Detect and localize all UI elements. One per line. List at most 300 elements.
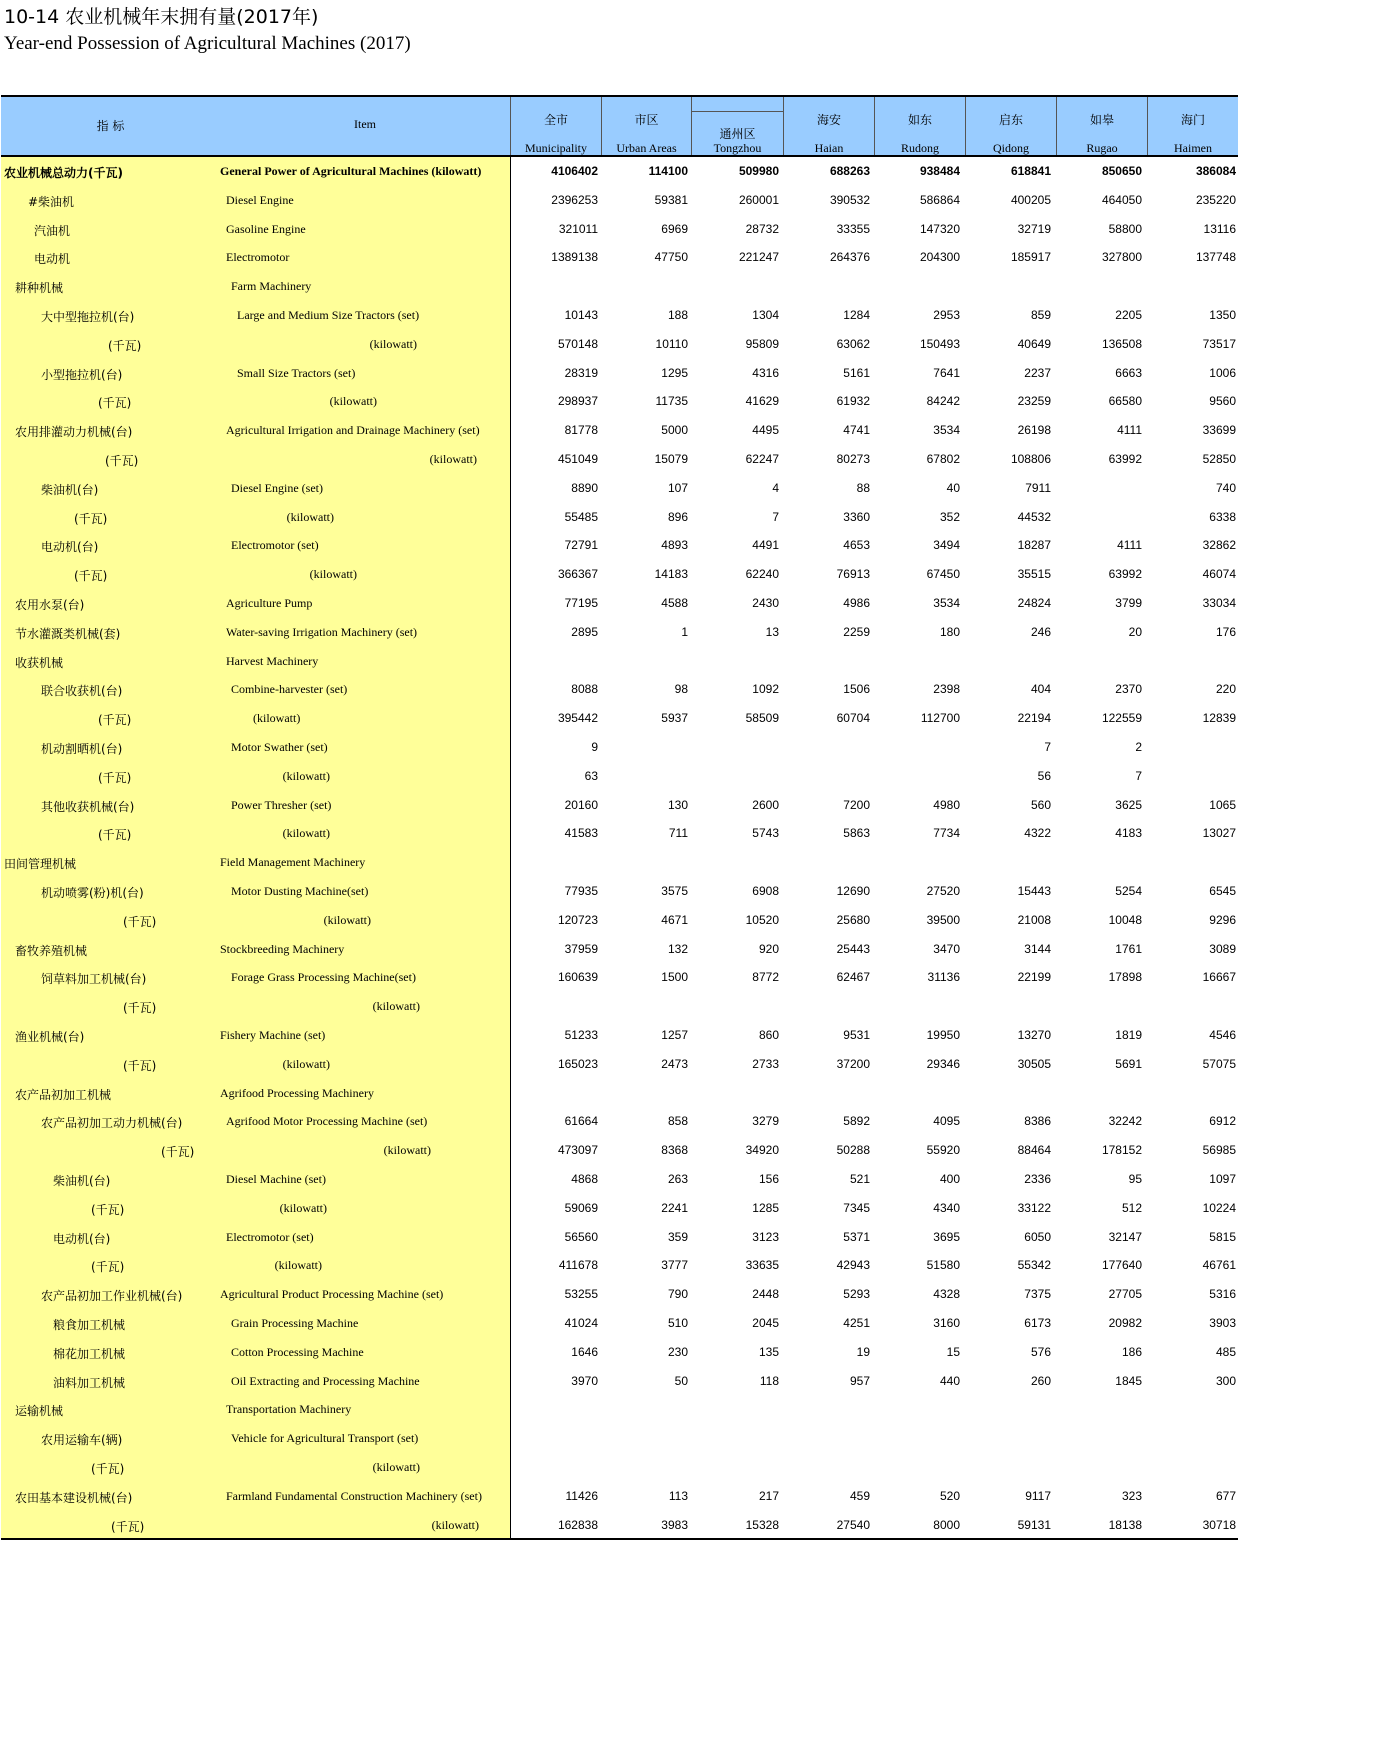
row-label-english: Agricultural Product Processing Machine (set) xyxy=(220,1287,444,1302)
cell-value: 3279 xyxy=(752,1114,779,1129)
cell-value: 8772 xyxy=(752,970,779,985)
cell-value: 147320 xyxy=(919,221,960,236)
table-row xyxy=(1,416,1238,445)
row-label-chinese: 柴油机(台) xyxy=(53,1174,111,1188)
cell-value: 618841 xyxy=(1010,164,1051,178)
cell-value: 404 xyxy=(1030,682,1051,697)
cell-value: 221247 xyxy=(738,250,779,265)
cell-value: 15328 xyxy=(745,1517,779,1532)
cell-value: 53255 xyxy=(564,1287,598,1302)
cell-value: 7734 xyxy=(933,826,960,841)
cell-value: 298937 xyxy=(557,394,598,409)
cell-value: 5254 xyxy=(1115,884,1142,898)
cell-value: 473097 xyxy=(557,1143,598,1158)
table-row xyxy=(1,647,1238,676)
cell-value: 160639 xyxy=(557,970,598,985)
cell-value: 3625 xyxy=(1115,797,1142,812)
row-label-english: (kilowatt) xyxy=(279,1200,327,1215)
row-label-english: Agrifood Motor Processing Machine (set) xyxy=(226,1114,428,1129)
cell-value: 521 xyxy=(849,1172,870,1186)
cell-value: 5161 xyxy=(843,365,870,380)
cell-value: 11735 xyxy=(655,394,688,409)
row-label-english: Electromotor (set) xyxy=(226,1229,314,1244)
row-label-chinese: (千瓦) xyxy=(98,713,132,728)
cell-value: 41629 xyxy=(745,394,779,409)
row-label-chinese: 渔业机械(台) xyxy=(15,1030,85,1044)
cell-value: 8088 xyxy=(571,682,598,697)
table-row xyxy=(1,186,1238,215)
cell-value: 411678 xyxy=(558,1258,598,1273)
table-row xyxy=(1,474,1238,503)
row-label-english: Transportation Machinery xyxy=(226,1402,352,1417)
cell-value: 366367 xyxy=(557,567,598,582)
table-row xyxy=(1,848,1238,877)
cell-value: 13116 xyxy=(1203,221,1236,236)
cell-value: 3494 xyxy=(933,538,960,553)
cell-value: 30718 xyxy=(1202,1517,1236,1532)
cell-value: 4491 xyxy=(752,538,779,553)
cell-value: 23259 xyxy=(1017,394,1051,409)
row-label-english: (kilowatt) xyxy=(323,912,371,927)
cell-value: 10110 xyxy=(655,336,688,351)
table-row xyxy=(1,877,1238,906)
cell-value: 185917 xyxy=(1010,250,1051,265)
header-rudong: 如东 Rudong xyxy=(900,113,939,155)
cell-value: 2259 xyxy=(843,624,870,639)
cell-value: 113 xyxy=(668,1488,688,1503)
row-label-english: Stockbreeding Machinery xyxy=(220,941,345,956)
cell-value: 188 xyxy=(667,308,688,322)
cell-value: 4986 xyxy=(843,596,870,610)
header-rugao: 如皋 Rugao xyxy=(1086,113,1118,155)
cell-value: 33034 xyxy=(1202,596,1236,610)
row-label-english: (kilowatt) xyxy=(282,826,330,841)
cell-value: 688263 xyxy=(829,164,870,178)
cell-value: 3903 xyxy=(1209,1316,1236,1330)
cell-value: 2733 xyxy=(752,1056,779,1071)
row-label-chinese: 饲草料加工机械(台) xyxy=(41,972,147,987)
cell-value: 20 xyxy=(1128,624,1142,639)
row-label-english: (kilowatt) xyxy=(274,1258,322,1273)
cell-value: 132 xyxy=(667,941,688,956)
cell-value: 4868 xyxy=(571,1172,598,1186)
cell-value: 2448 xyxy=(752,1287,779,1302)
cell-value: 56985 xyxy=(1202,1143,1236,1158)
cell-value: 15 xyxy=(946,1344,960,1359)
cell-value: 512 xyxy=(1121,1200,1142,1215)
row-label-english: (kilowatt) xyxy=(383,1143,431,1158)
row-label-chinese: 棉花加工机械 xyxy=(53,1346,126,1361)
cell-value: 59131 xyxy=(1017,1517,1051,1532)
cell-value: 56 xyxy=(1037,768,1051,783)
row-label-chinese: 农业机械总动力(千瓦) xyxy=(4,166,123,180)
cell-value: 76913 xyxy=(836,567,870,582)
cell-value: 7 xyxy=(772,509,779,524)
cell-value: 235220 xyxy=(1195,192,1236,207)
cell-value: 55920 xyxy=(926,1143,960,1158)
row-label-chinese: 柴油机(台) xyxy=(41,482,99,497)
row-label-chinese: (千瓦) xyxy=(98,828,132,843)
cell-value: 98 xyxy=(674,682,688,697)
cell-value: 3470 xyxy=(933,941,960,956)
cell-value: 3799 xyxy=(1115,596,1142,610)
cell-value: 220 xyxy=(1215,682,1236,697)
cell-value: 850650 xyxy=(1101,164,1142,178)
cell-value: 7375 xyxy=(1024,1287,1051,1302)
row-label-english: Oil Extracting and Processing Machine xyxy=(231,1373,420,1388)
cell-value: 440 xyxy=(939,1373,960,1388)
row-label-english: (kilowatt) xyxy=(282,768,330,783)
cell-value: 520 xyxy=(939,1488,960,1503)
row-label-chinese: 电动机(台) xyxy=(53,1231,111,1246)
cell-value: 677 xyxy=(1215,1488,1236,1503)
cell-value: 63992 xyxy=(1108,567,1142,582)
header-municipality: 全市 Municipality xyxy=(525,113,587,155)
cell-value: 22194 xyxy=(1017,711,1051,726)
row-label-english: Gasoline Engine xyxy=(226,221,306,236)
cell-value: 60704 xyxy=(836,711,870,726)
row-label-chinese: 汽油机 xyxy=(34,223,71,238)
cell-value: 112700 xyxy=(920,711,960,726)
cell-value: 5691 xyxy=(1115,1056,1142,1071)
cell-value: 95 xyxy=(1128,1172,1142,1186)
row-label-english: General Power of Agricultural Machines (kilowatt) xyxy=(220,164,482,178)
row-label-chinese: 大中型拖拉机(台) xyxy=(41,310,135,324)
cell-value: 2895 xyxy=(571,624,598,639)
cell-value: 510 xyxy=(667,1316,688,1330)
cell-value: 4316 xyxy=(752,365,779,380)
row-label-chinese: (千瓦) xyxy=(74,511,108,526)
row-label-chinese: 农用水泵(台) xyxy=(15,598,85,612)
cell-value: 81778 xyxy=(564,423,598,438)
cell-value: 1257 xyxy=(661,1028,688,1042)
cell-value: 17898 xyxy=(1108,970,1142,985)
cell-value: 5815 xyxy=(1209,1229,1236,1244)
row-label-english: Small Size Tractors (set) xyxy=(237,365,356,380)
cell-value: 21008 xyxy=(1017,912,1051,927)
row-label-english: Forage Grass Processing Machine(set) xyxy=(231,970,416,985)
row-label-chinese: (千瓦) xyxy=(111,1519,145,1534)
row-label-chinese: 农产品初加工作业机械(台) xyxy=(41,1289,183,1304)
table-row xyxy=(1,387,1238,416)
cell-value: 1065 xyxy=(1209,797,1236,812)
row-label-chinese: 机动割晒机(台) xyxy=(41,742,123,756)
cell-value: 178152 xyxy=(1101,1143,1142,1158)
cell-value: 570148 xyxy=(557,336,598,351)
cell-value: 260001 xyxy=(738,192,779,207)
header-item: Item xyxy=(354,117,376,131)
row-label-english: Water-saving Irrigation Machinery (set) xyxy=(226,624,418,639)
cell-value: 2953 xyxy=(933,308,960,322)
cell-value: 56560 xyxy=(564,1229,598,1244)
cell-value: 1819 xyxy=(1115,1028,1142,1042)
cell-value: 84242 xyxy=(926,394,960,409)
row-label-chinese: 农田基本建设机械(台) xyxy=(15,1490,133,1505)
cell-value: 560 xyxy=(1030,797,1051,812)
cell-value: 3575 xyxy=(661,884,688,898)
row-label-chinese: 节水灌溉类机械(套) xyxy=(15,626,121,641)
table-row xyxy=(1,157,1238,186)
cell-value: 1506 xyxy=(843,682,870,697)
header-indicator: 指 标 xyxy=(96,119,125,133)
cell-value: 3970 xyxy=(571,1373,598,1388)
cell-value: 858 xyxy=(667,1114,688,1129)
cell-value: 1845 xyxy=(1115,1373,1142,1388)
cell-value: 390532 xyxy=(829,192,870,207)
row-label-english: (kilowatt) xyxy=(329,394,377,409)
table-row xyxy=(1,906,1238,935)
cell-value: 711 xyxy=(668,826,688,841)
cell-value: 50 xyxy=(674,1373,688,1388)
header-haimen: 海门 Haimen xyxy=(1174,113,1212,155)
table-row xyxy=(1,330,1238,359)
cell-value: 5892 xyxy=(843,1114,870,1129)
cell-value: 1006 xyxy=(1209,365,1236,380)
row-label-english: Vehicle for Agricultural Transport (set) xyxy=(231,1431,419,1446)
cell-value: 28732 xyxy=(745,221,779,236)
cell-value: 12690 xyxy=(836,884,870,898)
cell-value: 1350 xyxy=(1209,308,1236,322)
cell-value: 176 xyxy=(1215,624,1236,639)
row-label-english: Electromotor (set) xyxy=(231,538,319,553)
cell-value: 107 xyxy=(667,480,688,495)
cell-value: 4495 xyxy=(752,423,779,438)
cell-value: 51580 xyxy=(926,1258,960,1273)
cell-value: 3983 xyxy=(661,1517,688,1532)
cell-value: 32862 xyxy=(1202,538,1236,553)
table-row xyxy=(1,560,1238,589)
table-row xyxy=(1,445,1238,474)
cell-value: 40 xyxy=(946,480,960,495)
cell-value: 77195 xyxy=(564,596,598,610)
row-label-chinese: 运输机械 xyxy=(15,1404,64,1419)
cell-value: 4106402 xyxy=(551,164,598,178)
row-label-chinese: (千瓦) xyxy=(108,338,142,353)
cell-value: 5863 xyxy=(843,826,870,841)
cell-value: 37200 xyxy=(836,1056,870,1071)
cell-value: 204300 xyxy=(919,250,960,265)
cell-value: 4546 xyxy=(1209,1028,1236,1042)
table-row xyxy=(1,1395,1238,1424)
cell-value: 6050 xyxy=(1024,1229,1051,1244)
table-row xyxy=(1,301,1238,330)
cell-value: 263 xyxy=(667,1172,688,1186)
cell-value: 400205 xyxy=(1010,192,1051,207)
cell-value: 186 xyxy=(1121,1344,1142,1359)
row-label-english: (kilowatt) xyxy=(309,567,357,582)
table-row xyxy=(1,1136,1238,1165)
cell-value: 15079 xyxy=(654,452,688,466)
table-row xyxy=(1,1251,1238,1280)
cell-value: 5293 xyxy=(843,1287,870,1302)
cell-value: 9 xyxy=(591,740,598,754)
table-row xyxy=(1,1050,1238,1079)
cell-value: 5371 xyxy=(843,1229,870,1244)
cell-value: 6908 xyxy=(752,884,779,898)
row-label-chinese: 粮食加工机械 xyxy=(53,1318,126,1332)
cell-value: 19 xyxy=(856,1344,870,1359)
cell-value: 260 xyxy=(1030,1373,1051,1388)
cell-value: 217 xyxy=(758,1488,779,1503)
cell-value: 15443 xyxy=(1017,884,1051,898)
cell-value: 2398 xyxy=(933,682,960,697)
row-label-chinese: 田间管理机械 xyxy=(4,857,77,872)
cell-value: 12839 xyxy=(1202,711,1236,726)
cell-value: 6912 xyxy=(1209,1114,1236,1129)
cell-value: 28319 xyxy=(564,365,598,380)
cell-value: 938484 xyxy=(919,164,960,178)
cell-value: 13027 xyxy=(1202,826,1236,841)
row-label-english: (kilowatt) xyxy=(369,336,417,351)
table-row xyxy=(1,1482,1238,1511)
cell-value: 586864 xyxy=(919,192,960,207)
cell-value: 9560 xyxy=(1209,394,1236,409)
table-row xyxy=(1,618,1238,647)
cell-value: 359 xyxy=(667,1229,688,1244)
row-label-chinese: (千瓦) xyxy=(123,914,157,929)
cell-value: 57075 xyxy=(1202,1056,1236,1071)
cell-value: 27520 xyxy=(926,884,960,898)
cell-value: 62467 xyxy=(836,970,870,985)
row-label-english: (kilowatt) xyxy=(286,509,334,524)
table-row xyxy=(1,1223,1238,1252)
cell-value: 2473 xyxy=(661,1056,688,1071)
cell-value: 55485 xyxy=(564,509,598,524)
cell-value: 485 xyxy=(1215,1344,1236,1359)
cell-value: 9117 xyxy=(1025,1488,1051,1503)
cell-value: 37959 xyxy=(564,941,598,956)
table-row xyxy=(1,675,1238,704)
table-row xyxy=(1,1453,1238,1482)
cell-value: 62240 xyxy=(745,567,779,582)
cell-value: 1761 xyxy=(1115,941,1142,956)
cell-value: 2237 xyxy=(1024,365,1051,380)
cell-value: 1285 xyxy=(752,1200,779,1215)
row-label-chinese: 电动机 xyxy=(34,252,71,267)
cell-value: 464050 xyxy=(1101,192,1142,207)
cell-value: 1097 xyxy=(1209,1172,1236,1186)
row-label-chinese: 农产品初加工动力机械(台) xyxy=(41,1116,183,1131)
cell-value: 7 xyxy=(1044,740,1051,754)
row-label-english: Diesel Machine (set) xyxy=(226,1172,326,1186)
table-row xyxy=(1,589,1238,618)
cell-value: 63 xyxy=(584,768,598,783)
cell-value: 27705 xyxy=(1108,1287,1142,1302)
cell-value: 6545 xyxy=(1209,884,1236,898)
cell-value: 246 xyxy=(1030,624,1051,639)
cell-value: 2336 xyxy=(1024,1172,1051,1186)
cell-value: 61932 xyxy=(836,394,870,409)
cell-value: 327800 xyxy=(1101,250,1142,265)
cell-value: 1092 xyxy=(752,682,779,697)
row-label-english: Combine-harvester (set) xyxy=(231,682,348,697)
row-label-english: Motor Swather (set) xyxy=(231,740,328,754)
row-label-chinese: 小型拖拉机(台) xyxy=(41,367,123,382)
cell-value: 44532 xyxy=(1017,509,1051,524)
cell-value: 509980 xyxy=(738,164,779,178)
cell-value: 150493 xyxy=(919,336,960,351)
cell-value: 2241 xyxy=(661,1200,688,1215)
table-row xyxy=(1,243,1238,272)
cell-value: 4251 xyxy=(843,1316,870,1330)
row-label-english: Harvest Machinery xyxy=(226,653,319,668)
cell-value: 3123 xyxy=(752,1229,779,1244)
table-row xyxy=(1,1107,1238,1136)
row-label-chinese: (千瓦) xyxy=(98,396,132,411)
cell-value: 6969 xyxy=(661,221,688,236)
table-title-english: Year-end Possession of Agricultural Machines (2017) xyxy=(4,33,411,54)
cell-value: 4095 xyxy=(933,1114,960,1129)
row-label-english: (kilowatt) xyxy=(429,452,477,466)
cell-value: 790 xyxy=(667,1287,688,1302)
table-row xyxy=(1,359,1238,388)
table-row xyxy=(1,791,1238,820)
row-label-chinese: 耕种机械 xyxy=(15,281,64,296)
cell-value: 3089 xyxy=(1209,941,1236,956)
cell-value: 4111 xyxy=(1117,538,1142,553)
cell-value: 3160 xyxy=(933,1316,960,1330)
row-label-english: Fishery Machine (set) xyxy=(220,1028,326,1042)
cell-value: 24824 xyxy=(1017,596,1051,610)
row-label-english: Farmland Fundamental Construction Machinery (set) xyxy=(226,1488,482,1503)
cell-value: 2396253 xyxy=(551,192,598,207)
cell-value: 19950 xyxy=(926,1028,960,1042)
cell-value: 50288 xyxy=(836,1143,870,1158)
cell-value: 88 xyxy=(856,480,870,495)
cell-value: 32147 xyxy=(1108,1229,1142,1244)
cell-value: 13270 xyxy=(1017,1028,1051,1042)
row-label-chinese: 其他收获机械(台) xyxy=(41,799,135,814)
cell-value: 10520 xyxy=(745,912,779,927)
cell-value: 1500 xyxy=(661,970,688,985)
cell-value: 80273 xyxy=(836,452,870,466)
cell-value: 41024 xyxy=(564,1316,598,1330)
cell-value: 459 xyxy=(849,1488,870,1503)
table-row xyxy=(1,1280,1238,1309)
cell-value: 52850 xyxy=(1202,452,1236,466)
row-label-english: (kilowatt) xyxy=(282,1056,330,1071)
cell-value: 386084 xyxy=(1195,164,1236,178)
cell-value: 3695 xyxy=(933,1229,960,1244)
cell-value: 95809 xyxy=(745,336,779,351)
cell-value: 114100 xyxy=(648,164,688,178)
cell-value: 859 xyxy=(1030,308,1051,322)
cell-value: 8368 xyxy=(661,1143,688,1158)
row-label-chinese: 机动喷雾(粉)机(台) xyxy=(41,886,144,900)
header-haian: 海安 Haian xyxy=(814,113,844,155)
table-row xyxy=(1,992,1238,1021)
table-row xyxy=(1,215,1238,244)
cell-value: 59381 xyxy=(654,192,688,207)
cell-value: 180 xyxy=(939,624,960,639)
row-label-english: (kilowatt) xyxy=(372,1460,420,1474)
cell-value: 16667 xyxy=(1202,970,1236,985)
cell-value: 118 xyxy=(759,1373,779,1388)
header-urban-areas: 市区 Urban Areas xyxy=(616,113,677,155)
table-row xyxy=(1,1079,1238,1108)
cell-value: 162838 xyxy=(557,1517,598,1532)
header-qidong: 启东 Qidong xyxy=(993,113,1029,155)
cell-value: 4588 xyxy=(661,596,688,610)
cell-value: 352 xyxy=(939,509,960,524)
cell-value: 1389138 xyxy=(551,250,598,265)
cell-value: 1 xyxy=(681,624,688,639)
row-label-english: Electromotor xyxy=(226,250,290,265)
cell-value: 136508 xyxy=(1101,336,1142,351)
table-row xyxy=(1,733,1238,762)
table-row xyxy=(1,963,1238,992)
cell-value: 40649 xyxy=(1017,336,1051,351)
